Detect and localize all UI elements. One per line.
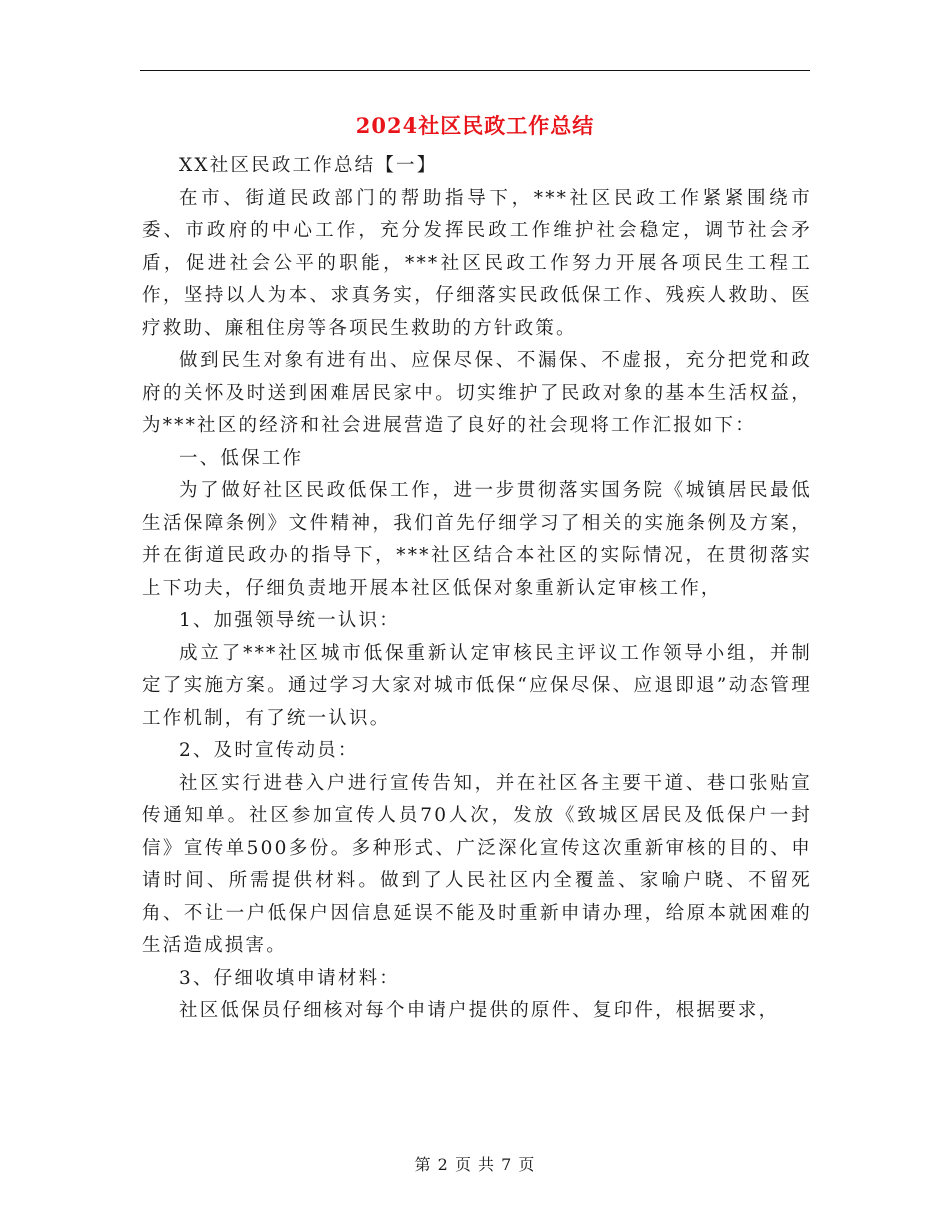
paragraph: 为了做好社区民政低保工作，进一步贯彻落实国务院《城镇居民最低生活保障条例》文件精神，我们首先仔细学习了相关的实施条例及方案，并在街道民政办的指导下，***社区结合本社区的实际情况，在贯彻落实上下功夫，仔细负责地开展本社区低保对象重新认定审核工作， — [142, 480, 812, 599]
subsection-heading: 3、仔细收填申请材料： — [179, 967, 400, 989]
section-heading: 一、低保工作 — [179, 447, 304, 469]
header-rule — [140, 70, 810, 71]
paragraph: 做到民生对象有进有出、应保尽保、不漏保、不虚报，充分把党和政府的关怀及时送到困难居民家中。切实维护了民政对象的基本生活权益，为***社区的经济和社会进展营造了良好的社会现将工作汇报如下： — [142, 350, 812, 436]
subsection-heading: 2、及时宣传动员： — [179, 740, 359, 761]
paragraph: 社区实行进巷入户进行宣传告知，并在社区各主要干道、巷口张贴宣传通知单。社区参加宣传人员70人次，发放《致城区居民及低保户一封信》宣传单500多份。多种形式、广泛深化宣传这次重新审核的目的、申请时间、所需提供材料。做到了人民社区内全覆盖、家喻户晓、不留死角、不让一户低保户因信息延误不能及时重新申请办理，给原本就困难的生活造成损害。 — [142, 772, 812, 956]
page-number: 第 2 页 共 7 页 — [414, 1155, 536, 1174]
document-body — [142, 150, 812, 1028]
paragraph: 在市、街道民政部门的帮助指导下，***社区民政工作紧紧围绕市委、市政府的中心工作，充分发挥民政工作维护社会稳定，调节社会矛盾，促进社会公平的职能，***社区民政工作努力开展各项民生工程工作，坚持以人为本、求真务实，仔细落实民政低保工作、残疾人救助、医疗救助、廉租住房等各项民生救助的方针政策。 — [142, 187, 812, 339]
paragraph: 成立了***社区城市低保重新认定审核民主评议工作领导小组，并制定了实施方案。通过学习大家对城市低保“应保尽保、应退即退”动态管理工作机制，有了统一认识。 — [142, 642, 812, 729]
section-heading: XX社区民政工作总结【一】 — [179, 155, 438, 176]
subsection-heading: 1、加强领导统一认识： — [179, 610, 400, 631]
paragraph: 社区低保员仔细核对每个申请户提供的原件、复印件，根据要求， — [179, 1000, 780, 1021]
document-title: 2024社区民政工作总结 — [355, 113, 595, 138]
